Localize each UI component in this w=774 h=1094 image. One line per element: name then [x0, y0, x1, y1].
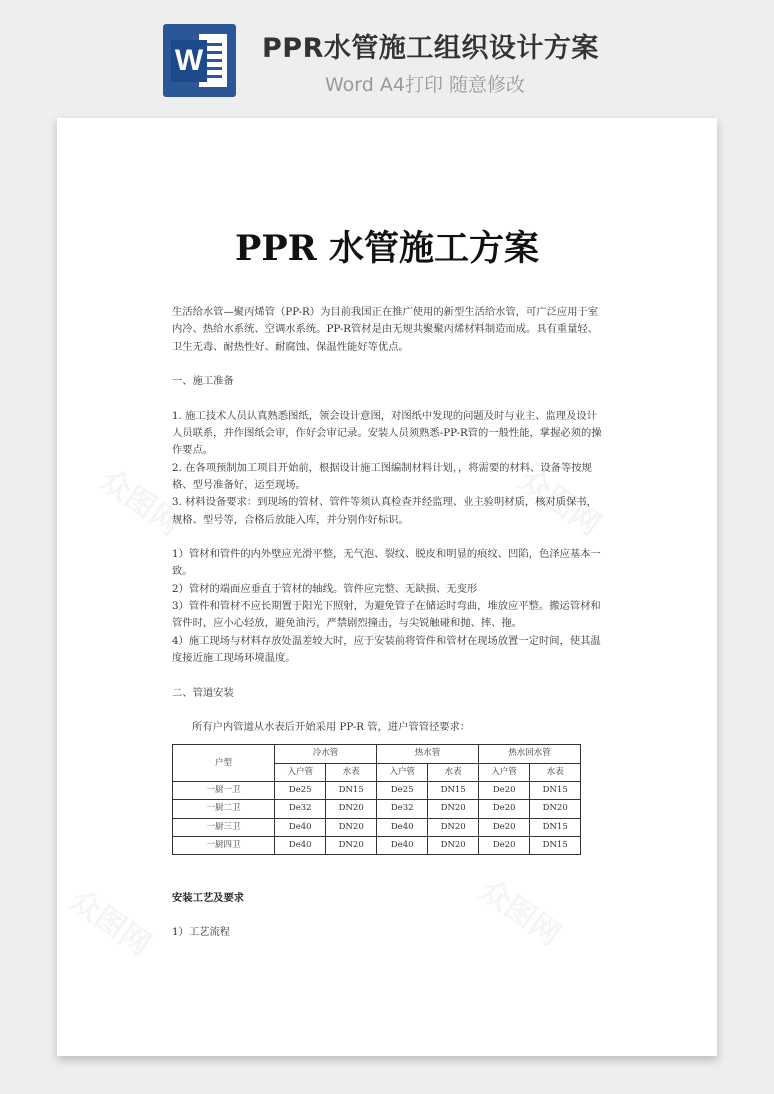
- group-header-cold: 冷水管: [275, 745, 377, 763]
- table-cell: De25: [275, 782, 326, 800]
- table-cell: De25: [376, 782, 427, 800]
- install-requirements-heading: 安装工艺及要求: [172, 891, 245, 904]
- banner-subtitle: Word A4打印 随意修改: [325, 74, 526, 96]
- table-cell: DN20: [326, 818, 377, 836]
- table-cell: DN15: [326, 782, 377, 800]
- table-cell: De40: [275, 836, 326, 854]
- table-row: [173, 782, 581, 800]
- table-cell: De40: [376, 818, 427, 836]
- table-cell: De32: [275, 800, 326, 818]
- section-heading-pipe-install: 二、管道安装: [172, 686, 234, 699]
- document-body: [172, 304, 604, 942]
- material-item: 2）管材的端面应垂直于管材的轴线。管件应完整、无缺损、无变形: [172, 582, 478, 595]
- table-cell: DN20: [428, 836, 479, 854]
- table-cell: De40: [275, 818, 326, 836]
- table-cell: DN15: [530, 836, 581, 854]
- material-item: 4）施工现场与材料存放处温差较大时，应于安装前将管件和管材在现场放置一定时间，使其温度接近施工现场环境温度。: [172, 634, 601, 664]
- table-cell: DN20: [428, 818, 479, 836]
- prep-item: 1. 施工技术人员认真熟悉图纸，领会设计意图，对图纸中发现的问题及时与业主、监理及设计人员联系，并作图纸会审，作好会审记录。安装人员须熟悉-PP-R管的一般性能，掌握必须的操作要点。: [172, 409, 602, 457]
- material-item: 3）管件和管材不应长期置于阳光下照射，为避免管子在储运时弯曲，堆放应平整。搬运管材和管件时，应小心轻放，避免油污，严禁剧烈撞击，与尖锐触碰和抛、摔、拖。: [172, 600, 601, 630]
- table-cell: De32: [376, 800, 427, 818]
- table-cell: DN15: [530, 818, 581, 836]
- word-document-icon: [163, 24, 236, 97]
- table-intro: 所有户内管道从水表后开始采用 PP-R 管，进户管管径要求：: [192, 721, 471, 734]
- table-cell: DN15: [530, 782, 581, 800]
- header-banner: [0, 0, 774, 110]
- sub-header: 入户管: [376, 763, 427, 781]
- process-item: 1）工艺流程: [172, 926, 231, 939]
- word-logo-letter: W: [171, 40, 207, 82]
- material-item: 1）管材和管件的内外壁应光滑平整，无气泡、裂纹、脱皮和明显的痕纹、凹陷，色泽应基本一致。: [172, 548, 601, 578]
- sub-header: 水表: [428, 763, 479, 781]
- section-heading-preparation: 一、施工准备: [172, 375, 234, 388]
- watermark: [63, 876, 162, 964]
- sub-header: 入户管: [478, 763, 529, 781]
- table-header-row: [173, 745, 581, 763]
- document-title: PPR 水管施工方案: [235, 228, 539, 269]
- document-page: [57, 118, 717, 1056]
- pipe-diameter-table: [172, 744, 581, 855]
- table-cell: DN20: [428, 800, 479, 818]
- group-header-hot: 热水管: [376, 745, 478, 763]
- table-row: [173, 836, 581, 854]
- table-cell: De20: [478, 818, 529, 836]
- table-cell: De40: [376, 836, 427, 854]
- table-cell: De20: [478, 782, 529, 800]
- table-cell: DN20: [326, 800, 377, 818]
- sub-header: 水表: [530, 763, 581, 781]
- house-type-header: 户型: [173, 745, 275, 782]
- sub-header: 水表: [326, 763, 377, 781]
- group-header-hot-return: 热水回水管: [478, 745, 580, 763]
- table-cell: 一厨四卫: [173, 836, 275, 854]
- table-row: [173, 818, 581, 836]
- sub-header: 入户管: [275, 763, 326, 781]
- prep-item: 3. 材料设备要求：到现场的管材、管件等须认真检查并经监理、业主验明材质，核对质保书，规格、型号等，合格后放能入库，并分别作好标识。: [172, 496, 597, 526]
- banner-title: PPR水管施工组织设计方案: [262, 33, 599, 64]
- table-cell: DN15: [428, 782, 479, 800]
- table-cell: 一厨三卫: [173, 818, 275, 836]
- table-cell: De20: [478, 800, 529, 818]
- table-cell: DN20: [530, 800, 581, 818]
- table-cell: DN20: [326, 836, 377, 854]
- table-cell: De20: [478, 836, 529, 854]
- table-row: [173, 800, 581, 818]
- table-cell: 一厨一卫: [173, 782, 275, 800]
- intro-paragraph: 生活给水管—聚丙烯管（PP-R）为目前我国正在推广使用的新型生活给水管，可广泛应用于室内冷、热给水系统、空调水系统。PP-R管材是由无规共聚聚丙烯材料制造而成。具有重量轻、卫生无毒、耐热性好、耐腐蚀、保温性能好等优点。: [172, 306, 599, 353]
- table-cell: 一厨二卫: [173, 800, 275, 818]
- prep-item: 2. 在各项预制加工项目开始前，根据设计施工图编制材料计划，，将需要的材料、设备等按规格、型号准备好，运至现场。: [172, 461, 592, 491]
